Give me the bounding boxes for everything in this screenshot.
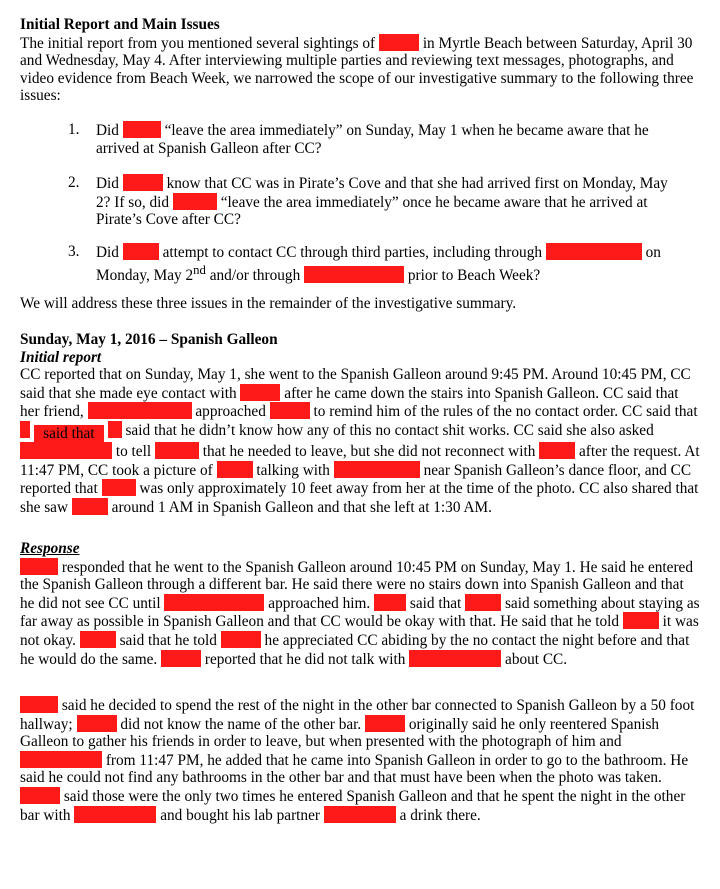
section-initial-report [20,16,700,105]
redaction-block [546,243,642,260]
heading-initial-report: Initial Report and Main Issues [20,16,220,33]
redaction-block [221,631,261,648]
issue-1: Did “leave the area immediately” on Sunday, May 1 when he became aware that he arrived at Spanish Galleon after CC? [96,122,649,157]
initial-report-paragraph: CC reported that on Sunday, May 1, she went to the Spanish Galleon around 9:45 PM. Around 10:45 PM, CC said that she made eye contact with after he came down the stairs into Spanish Galleon. CC said that her friend, approached to remind him of the rules of the no contact order. CC said that said that said that he didn’t know how any of this no contact shit works. CC said she also asked to tell that he needed to leave, but she did not reconnect with after the request. At 11:47 PM, CC took a picture of talking with near Spanish Galleon’s dance floor, and CC reported that was only approximately 10 feet away from her at the time of the photo. CC also shared that she saw around 1 AM in Spanish Galleon and that she left at 1:30 AM. [20,366,700,516]
redaction-block [123,174,163,191]
redaction-block [20,751,102,768]
redaction-block [365,715,405,732]
redaction-block [324,806,396,823]
response-paragraph-2: said he decided to spend the rest of the night in the other bar connected to Spanish Galleon by a 50 foot hallway; did not know the name of the other bar. originally said he only reentered Spanish Galleon to gather his friends in order to leave, but when presented with the photograph of him and from 11:47 PM, he added that he came into Spanish Galleon in order to go to the bathroom. He said he could not find any bathrooms in the other bar and that must have been when the photo was taken. said those were the only two times he entered Spanish Galleon and that he spent the night in the other bar with and bought his lab partner a drink there. [20,697,695,824]
redaction-block [334,461,420,478]
section-spanish-galleon [20,331,700,516]
redaction-block [20,696,58,713]
redaction-block [77,715,117,732]
redaction-block [80,631,116,648]
issue-number: 1. [68,121,80,138]
redaction-block [217,461,253,478]
redaction-block [161,650,201,667]
redaction-block [164,594,264,611]
redaction-block: said that [34,425,104,442]
redaction-block [20,442,112,459]
redaction-block [155,442,199,459]
heading-sunday-may-1: Sunday, May 1, 2016 – Spanish Galleon [20,331,278,348]
issue-number: 3. [68,243,80,260]
subheading-initial-report: Initial report [20,348,102,366]
redaction-block [240,384,280,401]
redaction-block [20,421,30,438]
response-paragraph-1: responded that he went to the Spanish Galleon around 10:45 PM on Sunday, May 1. He said he entered the Spanish Galleon through a different bar. He said there were no stairs down into Spanish Galleon and that he did not see CC until approached him. said that said something about staying as far away as possible in Spanish Galleon and that CC would be okay with that. He said that he told it was not okay. said that he told he appreciated CC abiding by the no contact the night before and that he would do the same. reported that he did not talk with about CC. [20,558,700,668]
issue-2: Did know that CC was in Pirate’s Cove and that she had arrived first on Monday, May 2? If so, did “leave the area immediately” once he became aware that he arrived at Pirate’s Cove after CC? [96,175,668,229]
redaction-block [72,498,108,515]
redaction-block [409,650,501,667]
redaction-block [539,442,575,459]
redaction-block [304,266,404,283]
redaction-block [465,594,501,611]
redaction-block [102,479,136,496]
issue-3: Did attempt to contact CC through third parties, including through on Monday, May 2nd and/or through prior to Beach Week? [96,244,661,284]
redaction-block [173,193,217,210]
redaction-block [20,787,60,804]
redaction-block [123,121,161,138]
redaction-block [623,612,659,629]
section-response [20,540,700,668]
redaction-block [123,243,159,260]
redaction-block [74,806,156,823]
redaction-block [379,34,419,51]
redaction-block [108,421,122,438]
issue-number: 2. [68,174,80,191]
redaction-block [374,594,406,611]
closing-paragraph: We will address these three issues in the remainder of the investigative summary. [20,295,517,312]
redaction-block [20,558,58,575]
subheading-response: Response [20,540,80,557]
redaction-block [270,402,310,419]
redaction-block [88,402,192,419]
intro-paragraph: The initial report from you mentioned several sightings of in Myrtle Beach between Saturday, April 30 and Wednesday, May 4. After interviewing multiple parties and reviewing text messages, photographs, and video evidence from Beach Week, we narrowed the scope of our investigative summary to the following three issues: [20,34,694,105]
